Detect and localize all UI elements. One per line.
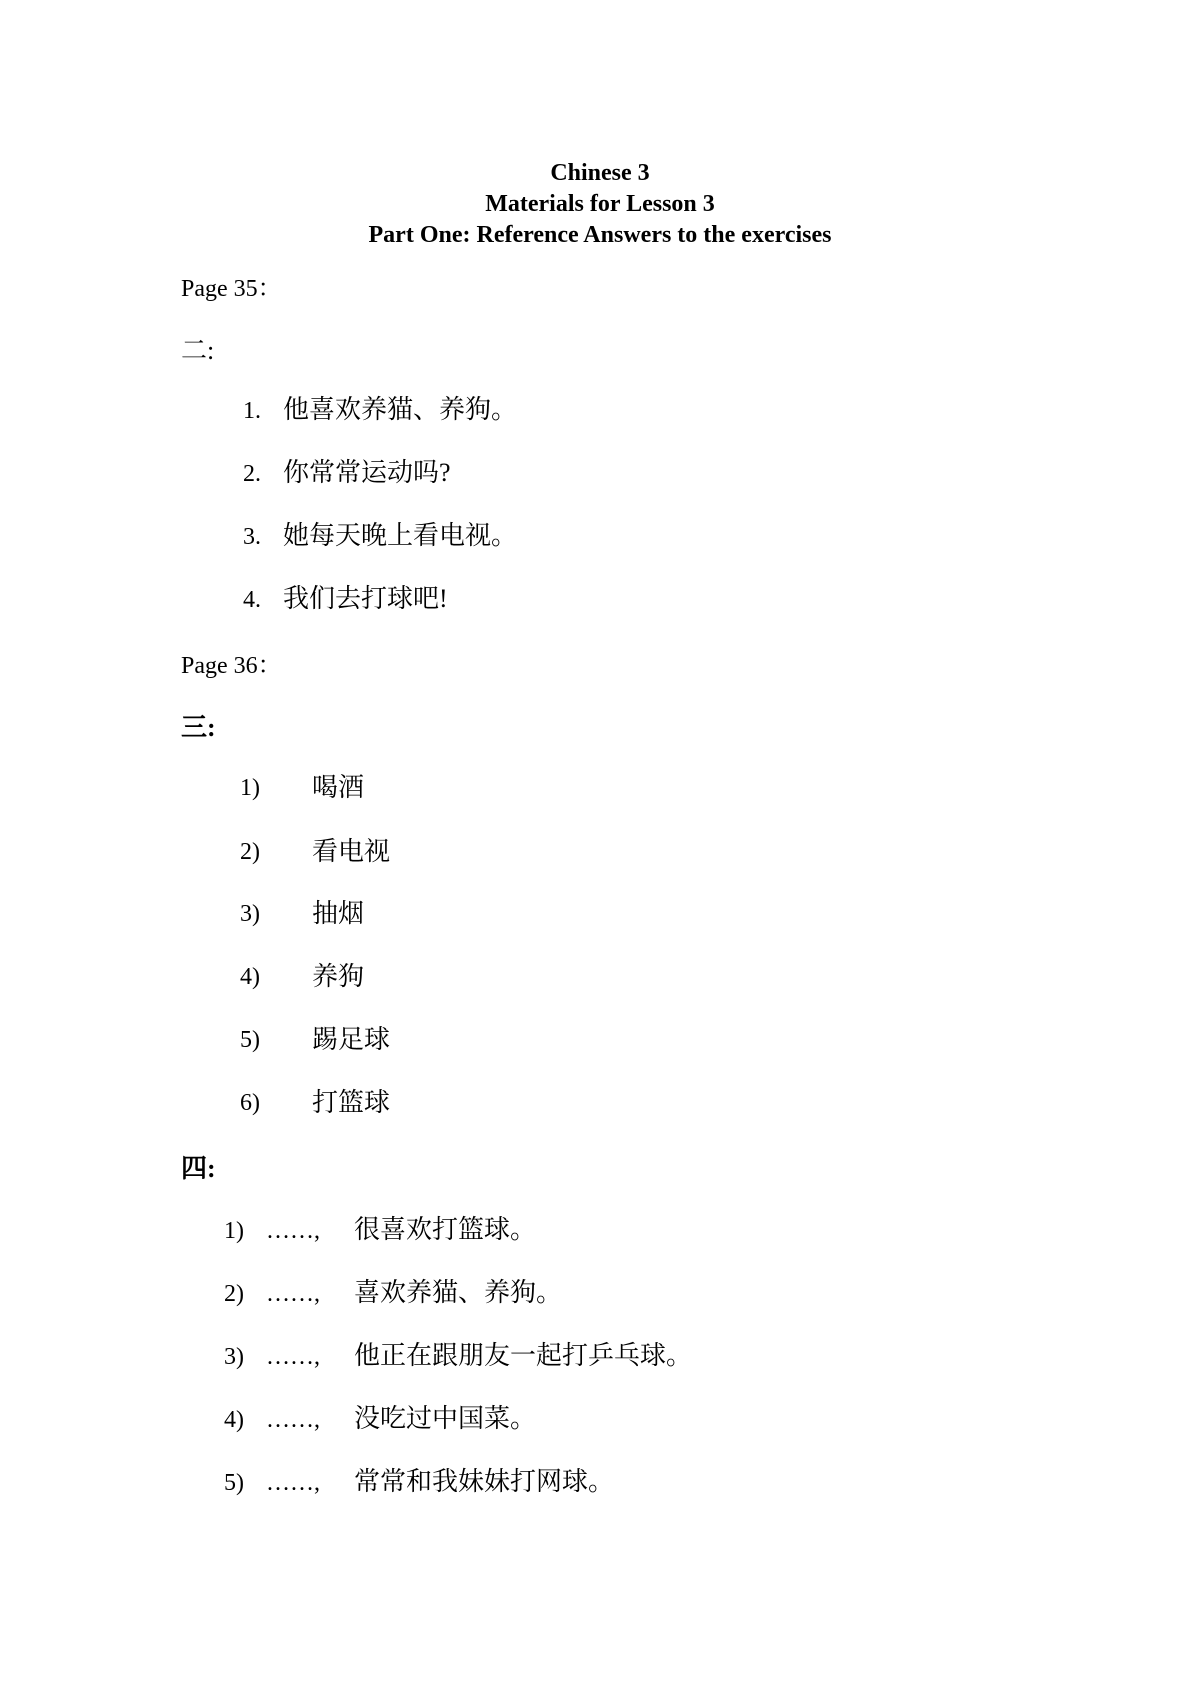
item-ellipsis: ……, [266, 1344, 320, 1370]
item-ellipsis: ……, [266, 1407, 320, 1433]
item-text: 他喜欢养猫、养狗。 [283, 395, 518, 424]
list-item [224, 1466, 614, 1499]
title-course: Chinese 3 [550, 160, 650, 186]
item-number: 4. [243, 587, 261, 613]
item-number: 4) [224, 1407, 244, 1433]
item-number: 5) [224, 1470, 244, 1496]
list-item [224, 1340, 692, 1373]
item-number: 6) [240, 1090, 260, 1116]
item-number: 1) [240, 775, 260, 801]
item-number: 4) [240, 964, 260, 990]
item-ellipsis: ……, [266, 1281, 320, 1307]
item-text: 喜欢养猫、养狗。 [354, 1278, 563, 1307]
item-text: 我们去打球吧! [283, 584, 448, 613]
list-item [224, 1277, 562, 1310]
list-item [240, 1087, 540, 1119]
title-part: Part One: Reference Answers to the exercises [368, 222, 832, 248]
item-number: 2. [243, 461, 261, 487]
item-number: 3. [243, 524, 261, 550]
list-item [240, 1024, 540, 1056]
item-text: 踢足球 [312, 1025, 391, 1054]
list-item [243, 394, 517, 427]
item-text: 没吃过中国菜。 [354, 1404, 537, 1433]
list-item [243, 583, 448, 616]
item-text: 他正在跟朋友一起打乒乓球。 [354, 1341, 693, 1370]
item-text: 打篮球 [312, 1088, 391, 1117]
list-item [243, 457, 451, 490]
list-item [240, 836, 540, 868]
item-text: 很喜欢打篮球。 [354, 1215, 537, 1244]
item-text: 看电视 [312, 837, 391, 866]
item-text: 常常和我妹妹打网球。 [354, 1467, 615, 1496]
title-lesson: Materials for Lesson 3 [485, 191, 715, 217]
document-title [0, 158, 1200, 251]
list-item [240, 772, 540, 804]
item-number: 2) [224, 1281, 244, 1307]
list-item [240, 898, 540, 930]
item-text: 你常常运动吗? [283, 458, 451, 487]
item-number: 1. [243, 398, 261, 424]
list-item [224, 1214, 536, 1247]
page-35-label: Page 35： [181, 276, 282, 302]
list-item [224, 1403, 536, 1436]
list-item [240, 961, 540, 993]
item-ellipsis: ……, [266, 1470, 320, 1496]
list-item [243, 520, 517, 553]
item-number: 3) [240, 901, 260, 927]
section-er-label: 二: [181, 336, 215, 365]
page-36-label: Page 36： [181, 653, 282, 679]
section-si-label: 四: [181, 1154, 216, 1183]
section-san-label: 三: [181, 713, 216, 742]
item-text: 喝酒 [312, 773, 365, 802]
item-number: 1) [224, 1218, 244, 1244]
item-number: 3) [224, 1344, 244, 1370]
item-number: 5) [240, 1027, 260, 1053]
item-text: 养狗 [312, 962, 365, 991]
item-text: 她每天晚上看电视。 [283, 521, 518, 550]
item-number: 2) [240, 839, 260, 865]
item-text: 抽烟 [312, 899, 365, 928]
item-ellipsis: ……, [266, 1218, 320, 1244]
